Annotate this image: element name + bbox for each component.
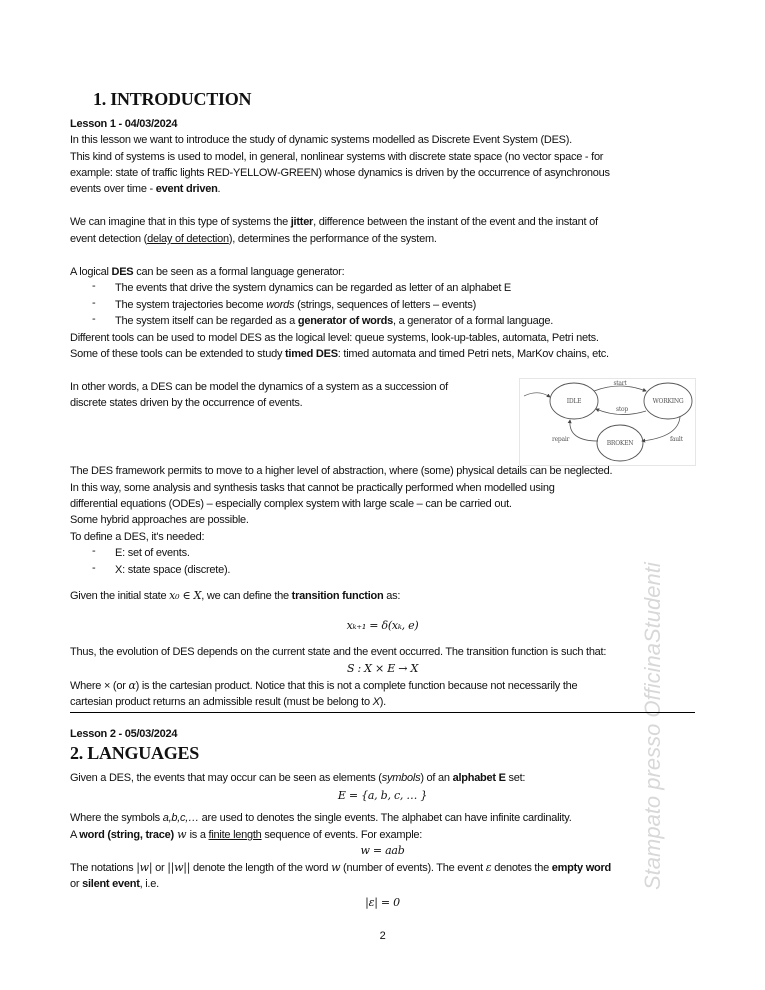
equation-alphabet: E = {a, b, c, … } [337, 789, 428, 802]
bold-term: event driven [155, 183, 218, 195]
lesson-label: Lesson 1 - 04/03/2024 [70, 118, 178, 130]
bold-term: generator of words [297, 315, 393, 327]
equation-empty-word: |ε| = 0 [365, 896, 400, 909]
text: A logical [70, 266, 112, 278]
bullet-item [115, 313, 553, 329]
text: events over time - [70, 183, 156, 195]
math-inline: |w| [136, 861, 153, 874]
section-heading-introduction: 1. INTRODUCTION [93, 89, 252, 109]
paragraph-line: events over time - event driven. [70, 183, 221, 195]
bold-term: word (string, trace) [79, 829, 174, 841]
paragraph-line [70, 876, 159, 892]
page-number: 2 [379, 930, 386, 942]
event-label: start [613, 380, 627, 387]
paragraph-line: This kind of systems is used to model, in general, nonlinear systems with discrete state space (no vector space - for [70, 151, 604, 163]
italic-term: a,b,c,… [162, 812, 199, 824]
math-inline: w [331, 861, 341, 874]
paragraph-line [70, 770, 525, 786]
state-label: WORKING [652, 398, 684, 405]
lesson-label: Lesson 2 - 05/03/2024 [70, 728, 178, 740]
paragraph-line: Thus, the evolution of DES depends on the current state and the event occurred. The transition function is such that: [70, 646, 607, 658]
text: , we can define the [201, 590, 292, 602]
paragraph-line: discrete states driven by the occurrence of events. [70, 397, 303, 409]
paragraph-line [70, 694, 386, 710]
text: are used to denotes the single events. The alphabet can have infinite cardinality. [198, 812, 572, 824]
text: ), determines the performance of the system. [228, 233, 437, 245]
text: , difference between the instant of the event and the instant of [313, 216, 598, 228]
text: or [70, 878, 83, 890]
bold-term: transition function [291, 590, 384, 602]
text: The notations [70, 862, 137, 874]
initial-arrow [524, 393, 550, 397]
paragraph-line [70, 264, 344, 280]
underlined-term: finite length [208, 829, 262, 841]
paragraph-line: To define a DES, it's needed: [70, 531, 205, 543]
paragraph-line: In other words, a DES can be model the dynamics of a system as a succession of [70, 381, 448, 393]
bold-term: jitter [290, 216, 314, 228]
text: The system trajectories become [115, 299, 267, 311]
bullet-dash: - [92, 545, 96, 557]
text: A [70, 829, 80, 841]
bullet-item: E: set of events. [115, 547, 190, 559]
text: Given a DES, the events that may occur can be seen as elements ( [70, 772, 382, 784]
text: event detection ( [70, 233, 148, 245]
text: set: [505, 772, 526, 784]
paragraph-line [70, 678, 577, 694]
section-heading-languages: 2. LANGUAGES [70, 743, 200, 763]
text: (strings, sequences of letters – events) [294, 299, 477, 311]
paragraph-line: Some hybrid approaches are possible. [70, 514, 249, 526]
state-label: BROKEN [606, 440, 634, 447]
text: (number of events). The event [340, 862, 486, 874]
equation-transition: xₖ₊₁ = δ(xₖ, e) [346, 619, 419, 632]
text: is a [189, 829, 209, 841]
paragraph-line [70, 231, 437, 247]
bold-term: timed DES [285, 348, 338, 360]
bullet-item: X: state space (discrete). [115, 564, 231, 576]
state-diagram [519, 378, 696, 466]
italic-term: X [372, 696, 380, 708]
paragraph-line [70, 214, 598, 230]
text: , a generator of a formal language. [392, 315, 554, 327]
text: : timed automata and timed Petri nets, MarKov chains, etc. [337, 348, 609, 360]
bullet-dash: - [92, 297, 96, 309]
paragraph-line [70, 588, 400, 604]
text: , i.e. [139, 878, 159, 890]
italic-term: words [266, 299, 295, 311]
text: denote the length of the word [190, 862, 332, 874]
event-label: stop [616, 406, 628, 413]
text: as: [383, 590, 401, 602]
bold-term: alphabet E [452, 772, 506, 784]
paragraph-line: example: state of traffic lights RED-YELLOW-GREEN) whose dynamics is driven by the occurrence of asynchronous [70, 167, 610, 179]
paragraph-line [70, 346, 609, 362]
state-label: IDLE [566, 398, 582, 405]
text: or [152, 862, 168, 874]
text: We can imagine that in this type of systems the [70, 216, 291, 228]
text: denotes the [491, 862, 552, 874]
event-label: repair [552, 436, 570, 443]
paragraph-line [70, 810, 572, 826]
bullet-item [115, 297, 476, 313]
math-inline: ε [485, 861, 492, 874]
bullet-dash: - [92, 562, 96, 574]
equation-word: w = aab [360, 844, 405, 857]
equation-function: S : X × E → X [346, 662, 419, 675]
bold-term: empty word [551, 862, 611, 874]
text: ) of an [420, 772, 453, 784]
paragraph-line: differential equations (ODEs) – especially complex system with large scale – can be carried out. [70, 498, 512, 510]
watermark: Stampato presso OfficinaStudenti [640, 562, 665, 890]
text: cartesian product returns an admissible result (must be belong to [70, 696, 373, 708]
bullet-dash: - [92, 313, 96, 325]
math-inline: w [173, 828, 190, 841]
text: Where × (or [70, 680, 129, 692]
event-label: fault [670, 436, 683, 443]
bold-term: DES [111, 266, 134, 278]
text: Where the symbols [70, 812, 163, 824]
transition-repair [570, 420, 598, 441]
text: Some of these tools can be extended to study [70, 348, 286, 360]
text: ) is the cartesian product. Notice that this is not a complete function because not necessarily the [135, 680, 578, 692]
underlined-term: delay of detection [147, 233, 229, 245]
paragraph-line: In this lesson we want to introduce the study of dynamic systems modelled as Discrete Event System (DES). [70, 134, 572, 146]
italic-term: symbols [381, 772, 421, 784]
section-divider [70, 712, 695, 713]
math-inline: x₀ ∈ X [169, 589, 202, 602]
text: The system itself can be regarded as a [115, 315, 298, 327]
math-inline: ||w|| [167, 861, 191, 874]
bullet-item: The events that drive the system dynamics can be regarded as letter of an alphabet E [115, 282, 512, 294]
text: sequence of events. For example: [261, 829, 423, 841]
bullet-dash: - [92, 280, 96, 292]
text: Given the initial state [70, 590, 170, 602]
paragraph-line: Different tools can be used to model DES as the logical level: queue systems, look-up-tables, automata, Petri nets. [70, 332, 599, 344]
text: ). [379, 696, 386, 708]
paragraph-line: In this way, some analysis and synthesis tasks that cannot be practically performed when modelled using [70, 482, 555, 494]
paragraph-line: The DES framework permits to move to a higher level of abstraction, where (some) physical details can be neglected. [70, 465, 613, 477]
bold-term: silent event [82, 878, 140, 890]
paragraph-line [70, 860, 611, 876]
paragraph-line [70, 827, 422, 843]
text: can be seen as a formal language generator: [133, 266, 345, 278]
math-inline: α [128, 679, 136, 692]
